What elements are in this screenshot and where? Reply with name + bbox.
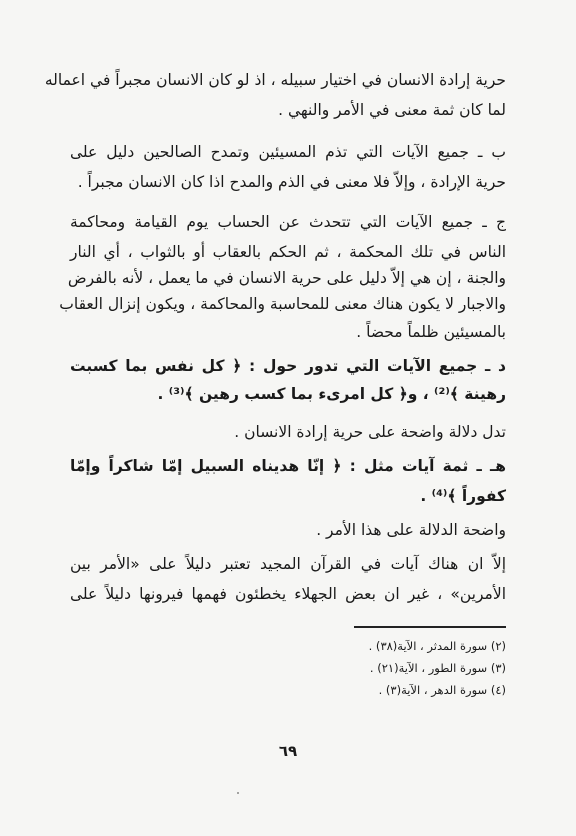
body-line-10: د ـ جميع الآيات التي تدور حول : ﴿ كل نفس بما كسبت [70,357,506,375]
body-line-2: لما كان ثمة معنى في الأمر والنهي . [278,101,506,119]
body-line-6: الناس في تلك المحكمة ، ثم الحكم بالعقاب أو بالثواب ، أي النار [70,243,506,261]
body-line-3: ب ـ جميع الآيات التي تذم المسيئين وتمدح الصالحين دليل على [70,143,506,161]
page-number: ٦٩ [278,742,298,760]
footnote-separator [354,626,506,628]
body-line-4: حرية الإرادة ، وإلاّ فلا معنى في الذم والمدح اذا كان الانسان مجبراً . [77,173,506,191]
body-line-7: والجنة ، إن هي إلاّ دليل على حرية الانسان في ما يعمل ، لأنه بالفرض [67,269,506,287]
body-line-8: والاجبار لا يكون هناك معنى للمحاسبة والمحاكمة ، ويكون إنزال العقاب [59,295,506,313]
footnote-4: (٤) سورة الدهر ، الآية(٣) . [378,683,506,697]
body-line-1: حرية إرادة الانسان في اختيار سبيله ، اذ لو كان الانسان مجبراً في اعماله [44,71,506,89]
footnote-2: (٢) سورة المدثر ، الآية(٣٨) . [368,639,506,653]
body-line-12: تدل دلالة واضحة على حرية إرادة الانسان . [234,423,506,441]
body-line-15: واضحة الدلالة على هذا الأمر . [316,521,506,539]
footnote-3: (٣) سورة الطور ، الآية(٢١) . [369,661,506,675]
body-line-13: هـ ـ ثمة آيات مثل : ﴿ إنّا هديناه السبيل إمّا شاكراً وإمّا [70,457,506,475]
body-line-9: بالمسيئين ظلماً محضاً . [356,323,506,341]
body-line-14: كفوراً ﴾⁽⁴⁾ . [420,487,506,505]
body-line-16: إلاّ ان هناك آيات في القرآن المجيد تعتبر دليلاً على «الأمر بين [70,555,506,573]
body-line-17: الأمرين» ، غير ان بعض الجهلاء يخطئون فهمها فيرونها دليلاً على [70,585,506,603]
body-line-5: ج ـ جميع الآيات التي تتحدث عن الحساب يوم القيامة ومحاكمة [70,213,506,231]
body-line-11: رهينة ﴾⁽²⁾ ، و﴿ كل امرىء بما كسب رهين ﴾⁽³⁾ . [157,385,506,403]
paper-speck [237,792,239,794]
